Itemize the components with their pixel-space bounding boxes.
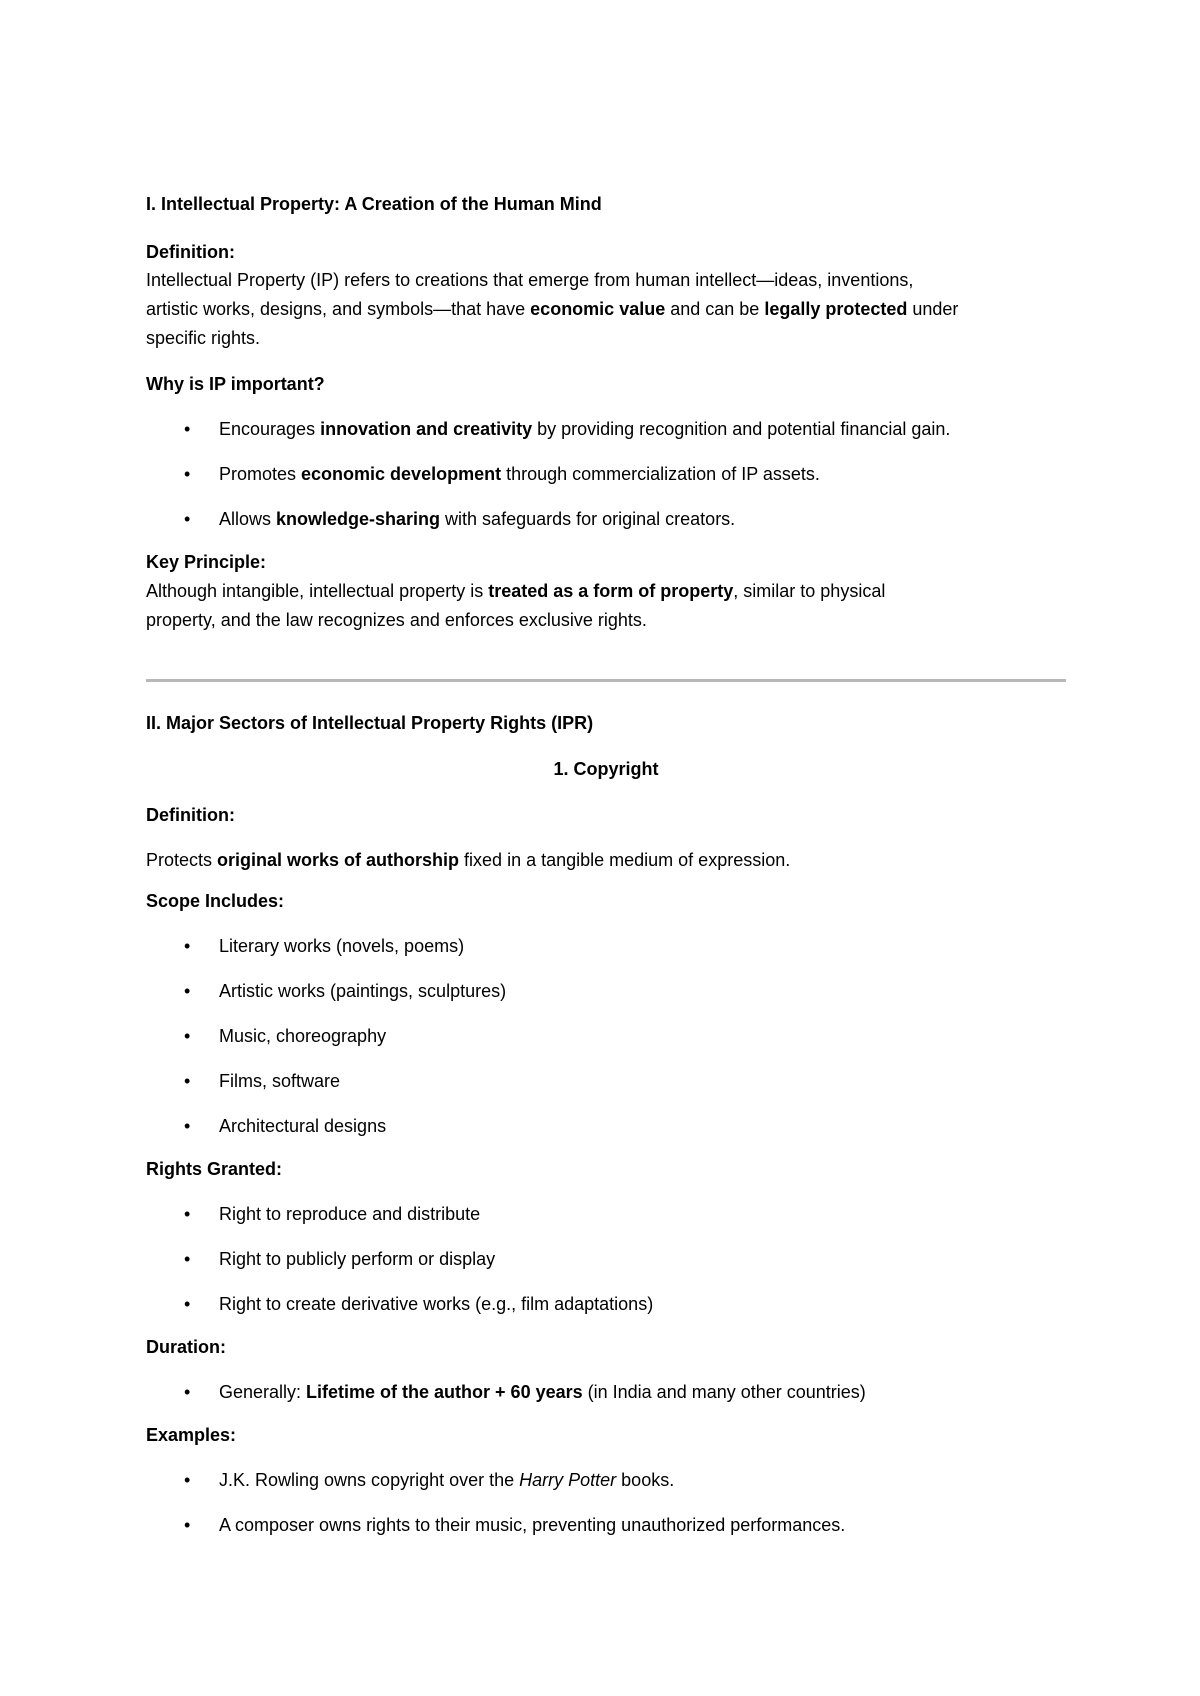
text-run: Right to create derivative works (e.g., film adaptations) <box>219 1294 654 1314</box>
text-run: Films, software <box>219 1071 341 1091</box>
bold-text: original works of authorship <box>217 850 460 870</box>
italic-text: Harry Potter <box>519 1470 617 1490</box>
copyright-definition-label: Definition: <box>146 805 235 825</box>
bold-text: knowledge-sharing <box>276 509 441 529</box>
definition-label: Definition: <box>146 242 235 262</box>
scope-label: Scope Includes: <box>146 891 285 911</box>
text-run: , similar to physical <box>733 581 886 601</box>
rights-list <box>146 1202 1066 1316</box>
list-item <box>146 1202 1066 1226</box>
document-body <box>146 192 1066 1537</box>
definition-line: specific rights. <box>146 328 261 348</box>
text-run: fixed in a tangible medium of expression. <box>459 850 791 870</box>
text-run: through commercialization of IP assets. <box>501 464 820 484</box>
text-run: by providing recognition and potential financial gain. <box>532 419 951 439</box>
list-item <box>146 1468 1066 1492</box>
text-run: Although intangible, intellectual property is <box>146 581 489 601</box>
bold-text: economic development <box>301 464 502 484</box>
bullet-icon: • <box>184 419 191 439</box>
list-item <box>146 934 1066 958</box>
text-run: (in India and many other countries) <box>582 1382 866 1402</box>
why-important-label: Why is IP important? <box>146 374 325 394</box>
examples-label: Examples: <box>146 1425 237 1445</box>
bold-text: Lifetime of the author + 60 years <box>306 1382 583 1402</box>
definition-line <box>146 295 1066 324</box>
list-item <box>146 1380 1066 1404</box>
list-item <box>146 1069 1066 1093</box>
bold-text: treated as a form of property <box>488 581 734 601</box>
section-2-heading: II. Major Sectors of Intellectual Property Rights (IPR) <box>146 713 594 733</box>
bullet-icon: • <box>184 1071 191 1091</box>
bullet-icon: • <box>184 1294 191 1314</box>
list-item <box>146 1513 1066 1537</box>
bullet-icon: • <box>184 1249 191 1269</box>
list-item <box>146 1114 1066 1138</box>
bullet-icon: • <box>184 1515 191 1535</box>
bullet-icon: • <box>184 1204 191 1224</box>
copyright-subheading: 1. Copyright <box>553 759 659 779</box>
text-run: Architectural designs <box>219 1116 387 1136</box>
duration-list <box>146 1380 1066 1404</box>
copyright-definition-text <box>146 846 1066 875</box>
list-item <box>146 462 1066 486</box>
bullet-icon: • <box>184 464 191 484</box>
text-run: J.K. Rowling owns copyright over the <box>219 1470 520 1490</box>
section-divider <box>146 679 1066 682</box>
text-run: with safeguards for original creators. <box>440 509 736 529</box>
text-run: Literary works (novels, poems) <box>219 936 465 956</box>
bold-text: economic value <box>530 299 666 319</box>
bullet-icon: • <box>184 1382 191 1402</box>
list-item <box>146 979 1066 1003</box>
rights-label: Rights Granted: <box>146 1159 283 1179</box>
text-run: A composer owns rights to their music, preventing unauthorized performances. <box>219 1515 846 1535</box>
key-principle-line <box>146 577 1066 606</box>
text-run: Encourages <box>219 419 321 439</box>
bullet-icon: • <box>184 1026 191 1046</box>
list-item <box>146 417 1066 441</box>
why-important-list <box>146 417 1066 531</box>
bold-text: legally protected <box>764 299 908 319</box>
bullet-icon: • <box>184 936 191 956</box>
list-item <box>146 1247 1066 1271</box>
text-run: Generally: <box>219 1382 307 1402</box>
text-run: Allows <box>219 509 277 529</box>
bold-text: innovation and creativity <box>320 419 533 439</box>
definition-line: Intellectual Property (IP) refers to creations that emerge from human intellect—ideas, inventions, <box>146 270 914 290</box>
scope-list <box>146 934 1066 1138</box>
text-run: Promotes <box>219 464 302 484</box>
bullet-icon: • <box>184 981 191 1001</box>
text-run: Artistic works (paintings, sculptures) <box>219 981 507 1001</box>
text-run: Right to publicly perform or display <box>219 1249 496 1269</box>
list-item <box>146 507 1066 531</box>
bullet-icon: • <box>184 1470 191 1490</box>
text-run: and can be <box>665 299 765 319</box>
section-1-heading: I. Intellectual Property: A Creation of the Human Mind <box>146 194 602 214</box>
list-item <box>146 1292 1066 1316</box>
bullet-icon: • <box>184 509 191 529</box>
text-run: books. <box>616 1470 675 1490</box>
key-principle-label: Key Principle: <box>146 552 267 572</box>
text-run: Right to reproduce and distribute <box>219 1204 481 1224</box>
text-run: under <box>907 299 959 319</box>
duration-label: Duration: <box>146 1337 226 1357</box>
bullet-icon: • <box>184 1116 191 1136</box>
list-item <box>146 1024 1066 1048</box>
text-run: Protects <box>146 850 218 870</box>
examples-list <box>146 1468 1066 1537</box>
text-run: Music, choreography <box>219 1026 387 1046</box>
key-principle-line: property, and the law recognizes and enforces exclusive rights. <box>146 610 647 630</box>
text-run: artistic works, designs, and symbols—that have <box>146 299 531 319</box>
